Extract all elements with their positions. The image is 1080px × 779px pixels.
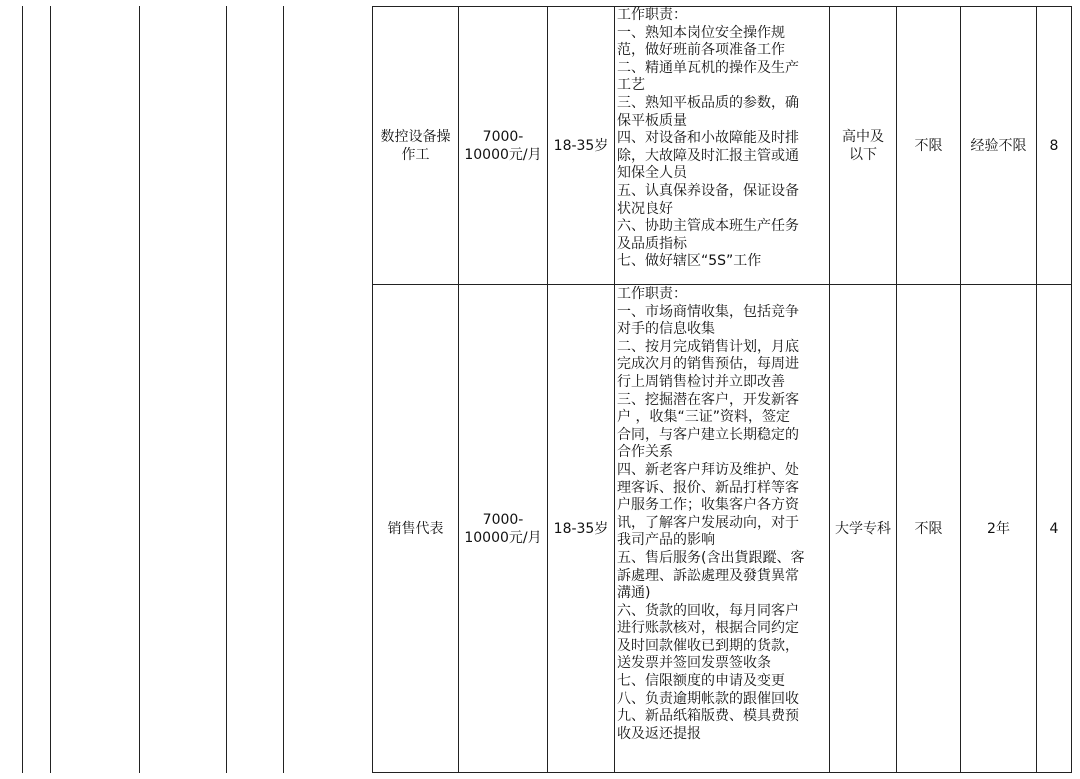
gender-cell xyxy=(897,7,960,284)
grid-line xyxy=(50,6,51,773)
salary-text: 7000-10000元/月 xyxy=(464,511,542,546)
age-cell xyxy=(548,285,614,772)
salary-cell xyxy=(459,285,547,772)
duty-line: 知保全人员 xyxy=(617,165,687,182)
duty-line: 一、市场商情收集，包括竞争 xyxy=(617,303,799,320)
education-cell xyxy=(830,285,896,772)
duty-line: 进行账款核对，根据合同约定 xyxy=(617,620,799,637)
duty-line: 行上周销售检讨并立即改善 xyxy=(617,373,785,390)
headcount-text: 8 xyxy=(1049,137,1059,154)
headcount-cell xyxy=(1037,7,1071,284)
duty-line: 三、熟知平板品质的参数，确 xyxy=(617,94,799,111)
duties-cell xyxy=(617,286,827,743)
grid-line xyxy=(283,6,284,773)
grid-line xyxy=(1071,6,1072,773)
gender-cell xyxy=(897,285,960,772)
duty-line: 五、售后服务(含出貨跟蹤、客 xyxy=(617,549,805,566)
grid-line xyxy=(139,6,140,773)
duties-cell xyxy=(617,7,827,271)
duty-line: 六、货款的回收，每月同客户 xyxy=(617,602,799,619)
experience-text: 2年 xyxy=(987,520,1010,537)
position-text: 数控设备操作工 xyxy=(380,128,451,163)
duty-line: 理客诉、报价、新品打样等客 xyxy=(617,479,799,496)
duty-line: 工艺 xyxy=(617,77,645,94)
experience-cell xyxy=(961,285,1036,772)
headcount-cell xyxy=(1037,285,1071,772)
experience-text: 经验不限 xyxy=(970,137,1027,154)
education-text: 大学专科 xyxy=(835,520,891,537)
duty-line: 五、认真保养设备，保证设备 xyxy=(617,182,799,199)
position-cell xyxy=(373,285,458,772)
duty-line: 四、对设备和小故障能及时排 xyxy=(617,130,799,147)
education-text: 高中及以下 xyxy=(842,128,884,163)
duty-line: 户服务工作；收集客户各方资 xyxy=(617,497,799,514)
grid-line xyxy=(22,6,23,773)
age-cell xyxy=(548,7,614,284)
duty-line: 工作职责： xyxy=(617,7,687,23)
headcount-text: 4 xyxy=(1049,520,1059,537)
duty-line: 八、负责逾期帐款的跟催回收 xyxy=(617,690,799,707)
grid-line xyxy=(372,772,1072,773)
age-text: 18-35岁 xyxy=(553,520,609,537)
duty-line: 七、信限额度的申请及变更 xyxy=(617,673,785,690)
duty-line: 及品质指标 xyxy=(617,235,687,252)
duty-line: 除，大故障及时汇报主管或通 xyxy=(617,147,799,164)
duty-line: 保平板质量 xyxy=(617,112,687,129)
duty-line: 收及返还提报 xyxy=(617,725,701,742)
salary-cell xyxy=(459,7,547,284)
duty-line: 合同，与客户建立长期稳定的 xyxy=(617,426,799,443)
salary-text: 7000-10000元/月 xyxy=(464,128,542,163)
duty-line: 七、做好辖区“5S”工作 xyxy=(617,253,762,270)
duty-line: 一、熟知本岗位安全操作规 xyxy=(617,24,785,41)
duty-line: 状况良好 xyxy=(617,200,673,217)
duty-line: 六、协助主管成本班生产任务 xyxy=(617,218,799,235)
grid-line xyxy=(614,6,615,773)
duty-line: 工作职责： xyxy=(617,286,687,302)
duty-line: 合作关系 xyxy=(617,444,673,461)
experience-cell xyxy=(961,7,1036,284)
age-text: 18-35岁 xyxy=(553,137,609,154)
duty-line: 二、精通单瓦机的操作及生产 xyxy=(617,59,799,76)
duty-line: 九、新品纸箱版费、模具费预 xyxy=(617,708,799,725)
duty-line: 范，做好班前各项准备工作 xyxy=(617,42,785,59)
education-cell xyxy=(830,7,896,284)
gender-text: 不限 xyxy=(914,520,943,537)
duty-line: 对手的信息收集 xyxy=(617,321,715,338)
duty-line: 二、按月完成销售计划，月底 xyxy=(617,338,799,355)
position-text: 销售代表 xyxy=(387,520,444,537)
position-cell xyxy=(373,7,458,284)
duty-line: 及时回款催收已到期的货款， xyxy=(617,637,799,654)
duty-line: 訴處理、訴訟處理及發貨異常 xyxy=(617,567,799,584)
duty-line: 溝通) xyxy=(617,585,651,602)
duty-line: 我司产品的影响 xyxy=(617,532,715,549)
duty-line: 三、挖掘潜在客户，开发新客 xyxy=(617,391,799,408)
grid-line xyxy=(226,6,227,773)
duty-line: 完成次月的销售预估，每周进 xyxy=(617,356,799,373)
duty-line: 送发票并签回发票签收条 xyxy=(617,655,771,672)
duty-line: 户 ，收集“三证”资料，签定 xyxy=(617,409,790,426)
duty-line: 讯，了解客户发展动向，对于 xyxy=(617,514,799,531)
gender-text: 不限 xyxy=(914,137,943,154)
duty-line: 四、新老客户拜访及维护、处 xyxy=(617,461,799,478)
